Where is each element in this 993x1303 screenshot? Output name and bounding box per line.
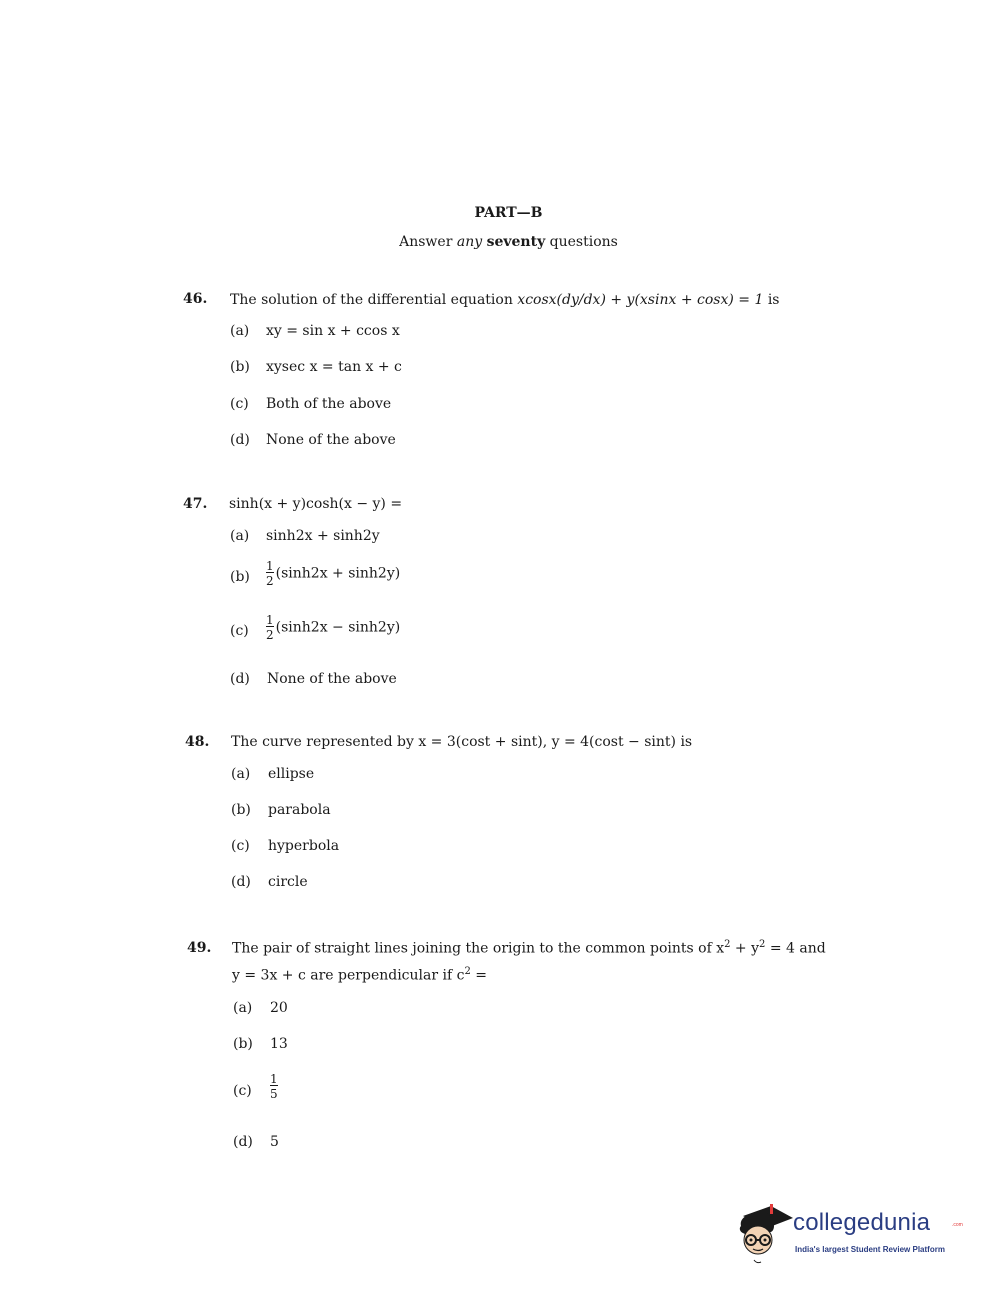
q48-option-b-text: parabola — [268, 802, 331, 818]
q46-option-b-text: xysec x = tan x + c — [266, 359, 402, 375]
question-49-line-1: The pair of straight lines joining the origin to the common points of $x^2 + y^2 = 4$ and — [232, 939, 826, 957]
q47-option-b-label: (b) — [230, 569, 250, 585]
q47-option-b-fraction: $\frac{1}{2}$ — [266, 559, 274, 588]
q48-option-d-text: circle — [268, 874, 308, 890]
q46-option-a-text: xy = sin x + ccos x — [266, 323, 400, 339]
q46-option-d-text: None of the above — [266, 432, 396, 448]
question-46-number: 46. — [183, 291, 208, 307]
q49-option-c-label: (c) — [233, 1083, 252, 1099]
collegedunia-domain-suffix: .com — [952, 1222, 963, 1228]
question-48-number: 48. — [185, 734, 210, 750]
q48-option-c-label: (c) — [231, 838, 250, 854]
q47-option-d-label: (d) — [230, 671, 250, 687]
question-47-text: sinh(x + y)cosh(x − y) = — [229, 496, 403, 512]
q47-option-b-text: $\frac{1}{2}$ (sinh2x + sinh2y) — [266, 559, 401, 588]
question-46-text: The solution of the differential equation xcosx(dy/dx) + y(xsinx + cosx) = 1 is — [230, 292, 780, 308]
q48-option-c-text: hyperbola — [268, 838, 340, 854]
q46-option-b-label: (b) — [230, 359, 250, 375]
q49-option-c-fraction: $\frac{1}{5}$ — [270, 1072, 278, 1101]
q46-option-c-label: (c) — [230, 396, 249, 412]
part-title: PART—B — [474, 205, 543, 221]
q49-option-b-label: (b) — [233, 1036, 253, 1052]
question-49-number: 49. — [187, 940, 212, 956]
question-47-number: 47. — [183, 496, 208, 512]
q48-option-d-label: (d) — [231, 874, 251, 890]
q46-option-a-label: (a) — [230, 323, 250, 339]
collegedunia-wordmark: collegedunia — [793, 1209, 931, 1236]
q48-option-b-label: (b) — [231, 802, 251, 818]
collegedunia-tagline: India's largest Student Review Platform — [795, 1245, 945, 1254]
question-48-text: The curve represented by x = 3(cost + sint), y = 4(cost − sint) is — [231, 734, 693, 750]
q46-option-d-label: (d) — [230, 432, 250, 448]
q47-option-c-text: $\frac{1}{2}$ (sinh2x − sinh2y) — [266, 613, 401, 642]
q48-option-a-label: (a) — [231, 766, 251, 782]
question-49-line-2: y = 3x + c are perpendicular if $c^2$ = — [232, 966, 488, 984]
q47-option-c-label: (c) — [230, 623, 249, 639]
q49-option-a-label: (a) — [233, 1000, 253, 1016]
q49-option-d-text: 5 — [270, 1134, 279, 1150]
q49-option-a-text: 20 — [270, 1000, 288, 1016]
q47-option-d-text: None of the above — [267, 671, 397, 687]
q49-option-b-text: 13 — [270, 1036, 288, 1052]
q49-option-d-label: (d) — [233, 1134, 253, 1150]
q46-option-c-text: Both of the above — [266, 396, 392, 412]
q47-option-a-text: sinh2x + sinh2y — [266, 528, 380, 544]
q49-option-c-text — [270, 1073, 280, 1100]
q48-option-a-text: ellipse — [268, 766, 315, 782]
instructions: Answer any seventy questions — [399, 234, 618, 250]
q47-option-a-label: (a) — [230, 528, 250, 544]
collegedunia-mascot-icon — [737, 1196, 795, 1268]
q47-option-c-fraction: $\frac{1}{2}$ — [266, 613, 274, 642]
